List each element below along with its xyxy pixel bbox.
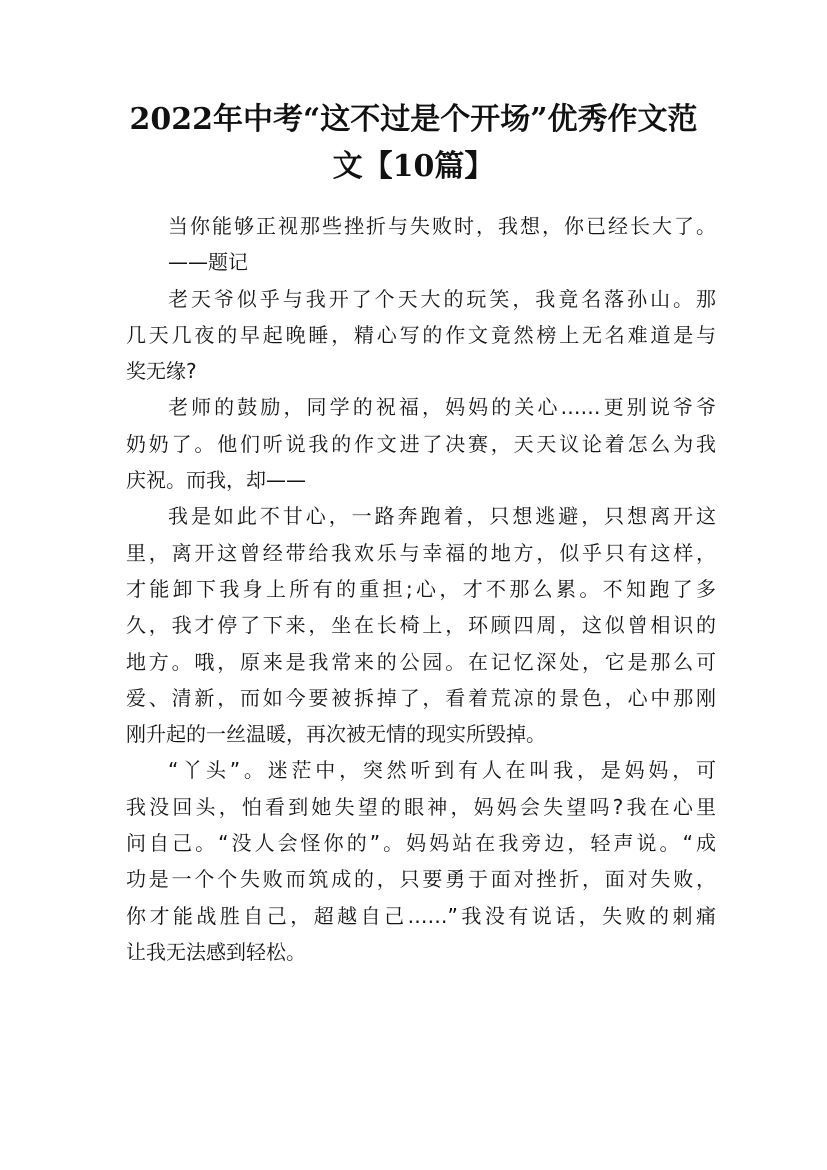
paragraph-line: “丫头”。迷茫中，突然听到有人在叫我，是妈妈，可 [168, 758, 716, 783]
paragraph-line: 功是一个个失败而筑成的，只要勇于面对挫折，面对失败， [126, 867, 716, 892]
paragraph-line: 让我无法感到轻松。 [126, 939, 306, 964]
paragraph-line: 我是如此不甘心，一路奔跑着，只想逃避，只想离开这 [168, 504, 716, 529]
paragraph-line: 你才能战胜自己，超越自己……”我没有说话，失败的刺痛 [126, 903, 716, 928]
title-line-1: 2022年中考“这不过是个开场”优秀作文范 [129, 102, 698, 137]
document-title [110, 96, 717, 190]
paragraph-line: 我没回头，怕看到她失望的眼神，妈妈会失望吗?我在心里 [126, 794, 716, 819]
paragraph-line: 庆祝。而我，却—— [126, 468, 306, 493]
paragraph-line: 奶奶了。他们听说我的作文进了决赛，天天议论着怎么为我 [126, 431, 716, 456]
paragraph-line: 老天爷似乎与我开了个天大的玩笑，我竟名落孙山。那 [168, 286, 716, 311]
paragraph-line: 地方。哦，原来是我常来的公园。在记忆深处，它是那么可 [126, 649, 716, 674]
paragraph-line: 刚升起的一丝温暖，再次被无情的现实所毁掉。 [126, 722, 546, 747]
title-line-2: 文【10篇】 [332, 149, 495, 184]
paragraph-line: 奖无缘? [126, 359, 197, 384]
paragraph-line: 里，离开这曾经带给我欢乐与幸福的地方，似乎只有这样， [126, 540, 716, 565]
epigraph-line: 当你能够正视那些挫折与失败时，我想，你已经长大了。 [168, 214, 716, 238]
paragraph-line: 几天几夜的早起晚睡，精心写的作文竟然榜上无名难道是与 [126, 322, 716, 347]
paragraph-line: 老师的鼓励，同学的祝福，妈妈的关心……更别说爷爷 [168, 395, 716, 420]
paragraph-line: 久，我才停了下来，坐在长椅上，环顾四周，这似曾相识的 [126, 613, 716, 638]
epigraph-attribution: ——题记 [168, 250, 248, 275]
paragraph-line: 才能卸下我身上所有的重担;心，才不那么累。不知跑了多 [126, 576, 716, 601]
paragraph-line: 爱、清新，而如今要被拆掉了，看着荒凉的景色，心中那刚 [126, 685, 716, 710]
paragraph-line: 问自己。“没人会怪你的”。妈妈站在我旁边，轻声说。“成 [126, 831, 716, 856]
essay-body [126, 208, 716, 970]
